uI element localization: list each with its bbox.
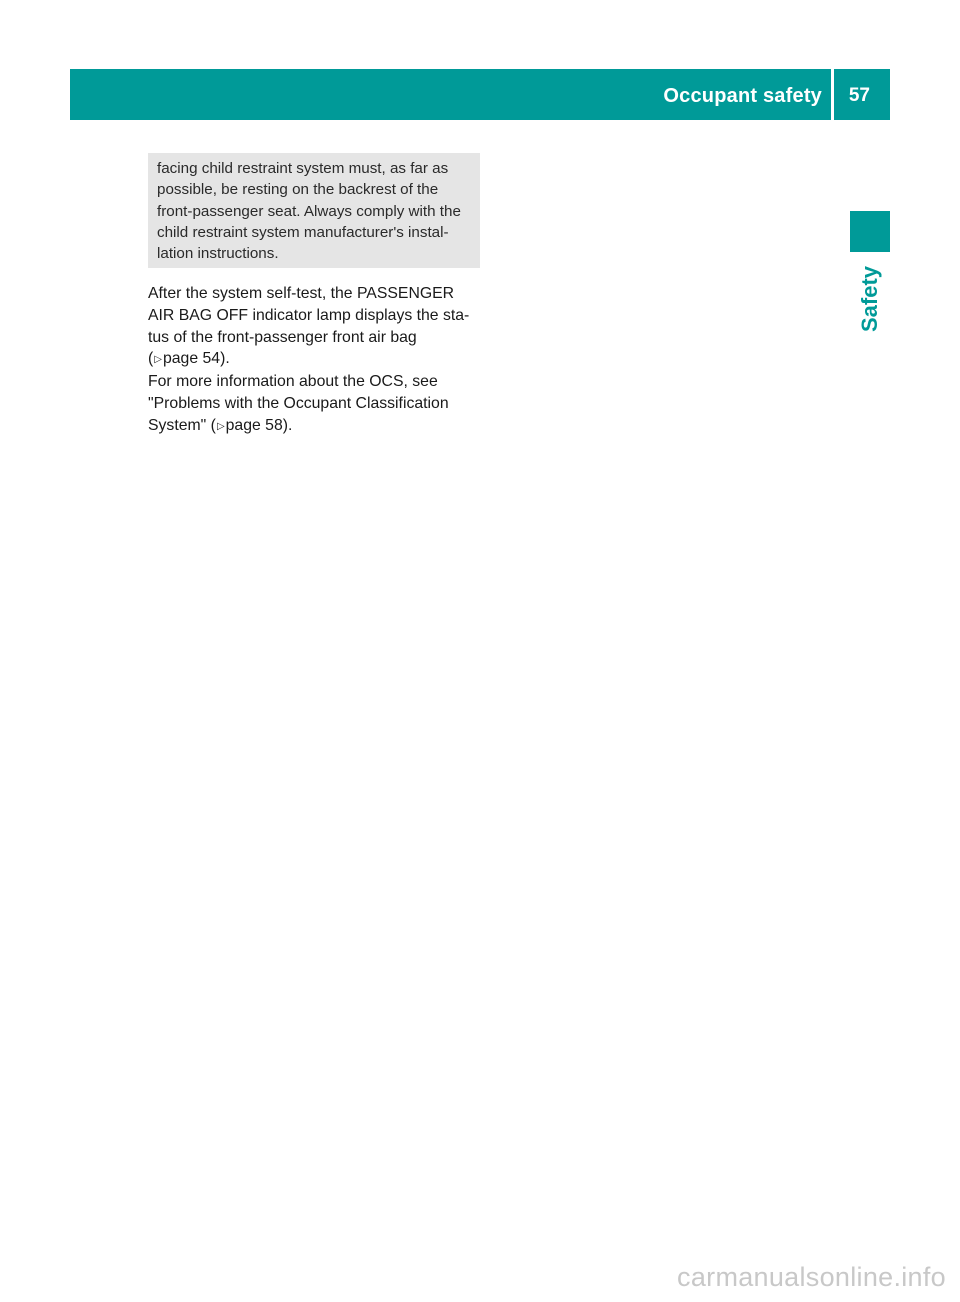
- text-fragment: System" (: [148, 416, 216, 434]
- page-number: 57: [848, 85, 870, 106]
- text-line: tus of the front-passenger front air bag: [148, 328, 417, 346]
- page-reference-line: [148, 415, 488, 438]
- paragraph-ocs-info: [148, 371, 488, 437]
- triangle-right-icon: ▷: [154, 354, 162, 366]
- note-line: facing child restraint system must, as far as: [157, 160, 449, 177]
- page-header: [70, 69, 890, 120]
- note-line: possible, be resting on the backrest of the: [157, 181, 439, 199]
- note-line: front-passenger seat. Always comply with the: [157, 202, 461, 220]
- text-line: For more information about the OCS, see: [148, 373, 438, 390]
- paragraph-self-test: [148, 283, 488, 371]
- text-line: "Problems with the Occupant Classification: [148, 394, 449, 412]
- page-title: Occupant safety: [663, 85, 822, 107]
- text-line: AIR BAG OFF indicator lamp displays the sta-: [148, 306, 470, 324]
- open-paren: (: [148, 350, 154, 368]
- note-line: child restraint system manufacturer's instal-: [157, 223, 449, 241]
- text-line: After the system self-test, the PASSENGER: [148, 285, 455, 302]
- watermark: carmanualsonline.info: [677, 1262, 946, 1292]
- note-box: [148, 153, 480, 268]
- page-reference-link[interactable]: page 58).: [225, 416, 293, 434]
- section-marker: [850, 211, 890, 252]
- header-divider: [831, 69, 834, 120]
- triangle-right-icon: ▷: [216, 420, 225, 432]
- section-label: Safety: [857, 265, 882, 333]
- note-line: lation instructions.: [157, 245, 279, 263]
- page-reference-line: [148, 348, 488, 371]
- page-reference-link[interactable]: page 54).: [162, 350, 230, 368]
